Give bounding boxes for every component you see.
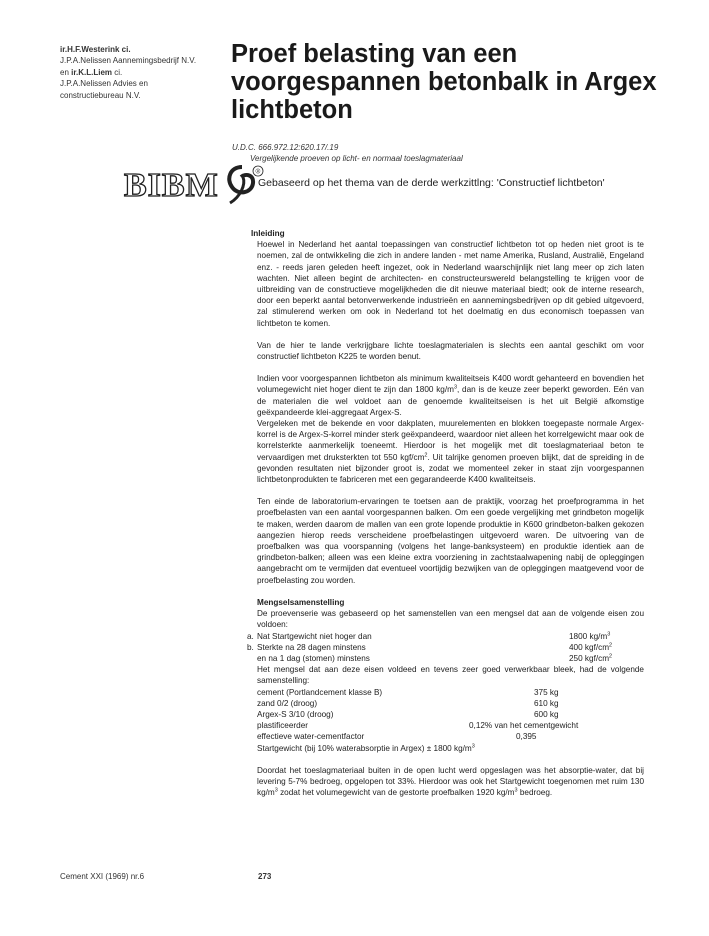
paragraph-4: Vergeleken met de bekende en voor dakplaten, muurelementen en blokken toegepaste normale Argex-korrel is de Argex-S-korrel minder sterk geëxpandeerd, waardoor niet alleen het korrelgewicht maar ook de korrelsterkte aanmerkelijk toeneemt. Hierdoor is het mogelijk met dit toeslagmateriaal beton te vervaardigen met druksterkten tot 550 kgf/$cm^2$. Uit talrijke genomen proeven blijkt, dat de spreiding in de gevonden resultaten niet bijzonder groot is, zodat we momenteel zeker in staat zijn voorgespannen lichtbetonprodukten te fabriceren met een gegarandeerde K400 kwaliteitseis. (257, 419, 644, 485)
mix-result: Het mengsel dat aan deze eisen voldeed en tevens zeer goed verwerkbaar bleek, had de volgende samenstelling: (257, 665, 644, 686)
bibm-logo (122, 163, 272, 205)
article-title: Proef belasting van een voorgespannen betonbalk in Argex lichtbeton (231, 40, 657, 124)
udc-code: U.D.C. 666.972.12:620.17/.19 (232, 143, 339, 152)
bibm-logo-text: BIBM (124, 167, 219, 204)
author-and: en (60, 67, 69, 77)
section-heading-mengsel: Mengselsamenstelling (257, 597, 345, 607)
paragraph-5: Ten einde de laboratorium-ervaringen te toetsen aan de praktijk, voorzag het proefprogramma in het proefbelasten van een aantal voorgespannen balken. Om een goede vergelijking met grindbeton mogelijk te maken, werden daarom de mallen van een grote lopende produktie in K600 grindbeton-balken gekozen aangezien hierop reeds verscheidene proefbelastingen uitgevoerd waren. De uitvoering van de proefbalken was qua voorspanning (volgens het lange-banksysteem) en produktie identiek aan de grindbeton-balken; alleen was een kleine extra voorziening in zachtstaalwapening nabij de opleggingen aangebracht om te vermijden dat eventueel voortijdig bezwijken van de opleggingen maatgevend voor de proefbelasting zou worden. (257, 497, 644, 585)
composition-row: Argex-S 3/10 (droog) 600 kg (257, 709, 559, 719)
composition-row: effectieve water-cementfactor 0,395 (257, 732, 537, 742)
author-block (60, 44, 225, 101)
paragraph-3: Indien voor voorgespannen lichtbeton als minimum kwaliteitseis K400 wordt gehanteerd en bovendien het volumegewicht niet hoger dient te zijn dan 1800 $kg/m^3$, dan is de keuze zeer beperkt geworden. Eén van de materialen die wel voldoet aan de genoemde kwaliteitseisen is het uit België afkomstige geëxpandeerde klei-aggregaat Argex-S. (257, 374, 644, 417)
composition-row: cement (Portlandcement klasse B) 375 kg (257, 687, 559, 697)
author-2-name: ir.K.L.Liem (71, 67, 113, 77)
subtitle-note: Vergelijkende proeven op licht- en normaal toeslagmateriaal (250, 154, 463, 163)
paragraph-1: Hoewel in Nederland het aantal toepassingen van constructief lichtbeton tot op heden niet groot is te noemen, zal de ontwikkeling die zich in andere landen - met name Amerika, Rusland, Australië, Engeland enz. - reeds jaren geleden heeft ingezet, ook in Nederland waarschijnlijk niet lang meer op zich laten wachten. Niet alleen begint de architecten- en constructeurswereld belangstelling te krijgen voor de uitbreiding van de constructieve mogelijkheden die dit nieuwe materiaal biedt; ook de interne research, door een beperkt aantal betonverwerkende industrieën en aannemingsbedrijven op dit gebied uitgevoerd, zal stimulerend werken om ook in Nederland tot het doelmatig en dus economisch toepassen van lichtbeton te komen. (257, 240, 644, 328)
registered-mark: ® (255, 168, 261, 176)
journal-reference: Cement XXI (1969) nr.6 (60, 872, 145, 881)
composition-table (257, 687, 644, 743)
start-weight: Startgewicht (bij 10% waterabsorptie in Argex) ± 1800 $kg/m^3$ (257, 742, 475, 753)
author-2-org-line2: constructiebureau N.V. (60, 90, 141, 100)
paragraph-2: Van de hier te lande verkrijgbare lichte toeslagmaterialen is slechts een aantal geschikt om voor constructief lichtbeton K225 te worden benut. (257, 340, 644, 362)
paragraph-6: Doordat het toeslagmateriaal buiten in de open lucht werd opgeslagen was het absorptie-water, dat bij levering 5-7% bedroeg, opgelopen tot 33%. Hierdoor was ook het Startgewicht toegenomen met ruim 130 $kg/m^3$ zodat het volumegewicht van de gestorte proefbalken 1920 $kg/m^3$ bedroeg. (257, 765, 644, 798)
section-heading-inleiding: Inleiding (251, 229, 285, 238)
composition-row: zand 0/2 (droog) 610 kg (257, 698, 559, 708)
requirement-b: b. Sterkte na 28 dagen minstens 400 kgf/$cm^2$ (247, 641, 613, 652)
page-number: 273 (258, 872, 272, 881)
composition-row: plastificeerder 0,12% van het cementgewicht (257, 721, 579, 731)
requirement-c: en na 1 dag (stomen) minstens 250 kgf/$cm^2$ (257, 653, 613, 663)
requirement-a: a. Nat Startgewicht niet hoger dan 1800 $kg/m^3$ (247, 630, 611, 641)
author-2-suffix: ci. (114, 67, 123, 77)
author-1-org: J.P.A.Nelissen Aannemingsbedrijf N.V. (60, 56, 197, 66)
author-2-org-line1: J.P.A.Nelissen Advies en (60, 79, 148, 89)
theme-line: Gebaseerd op het thema van de derde werkzittlng: 'Constructief lichtbeton' (258, 177, 605, 189)
mix-intro: De proevenserie was gebaseerd op het samenstellen van een mengsel dat aan de volgende eisen zou voldoen: (257, 609, 644, 630)
author-1-name: ir.H.F.Westerink ci. (60, 45, 131, 54)
article-body (247, 228, 644, 798)
